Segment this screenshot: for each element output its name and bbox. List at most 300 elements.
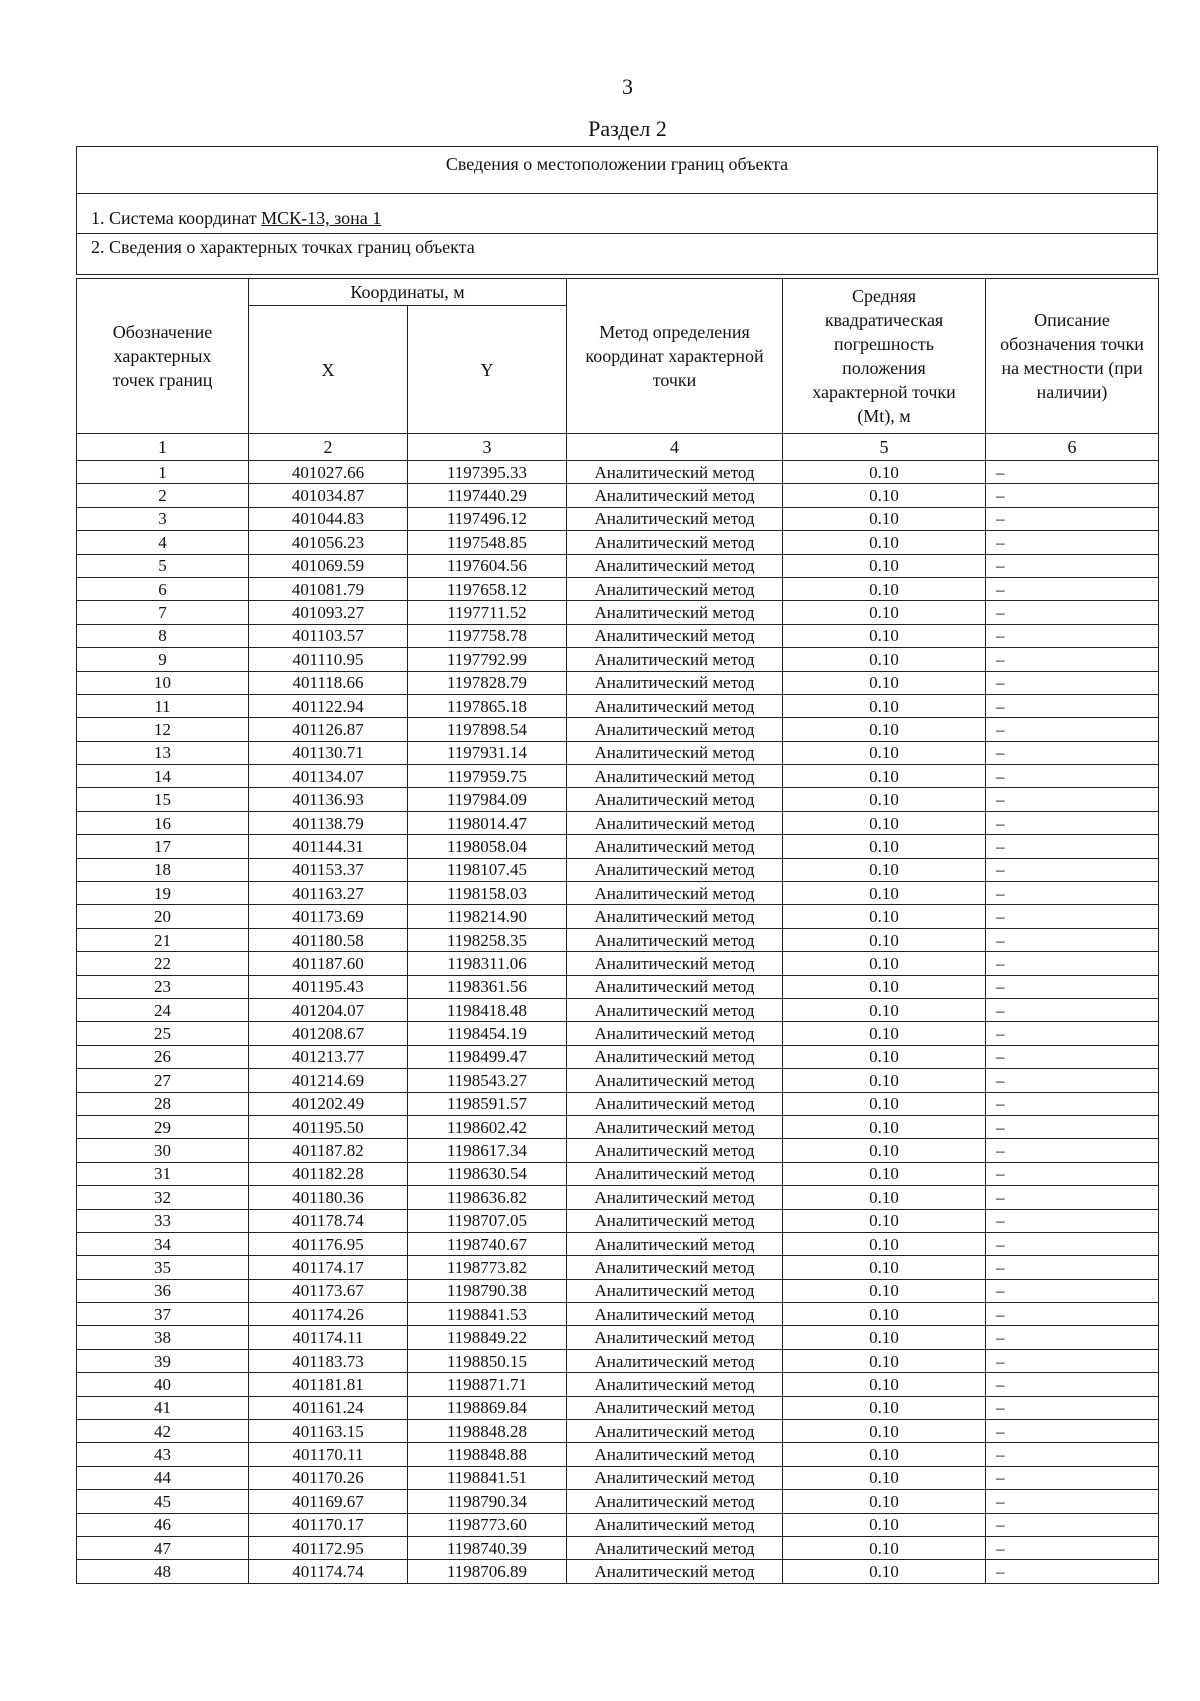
method-cell: Аналитический метод [567,741,783,764]
y-cell: 1198258.35 [408,928,567,951]
point-id-cell: 18 [77,858,249,881]
table-row [77,484,1159,507]
point-id-cell: 42 [77,1420,249,1443]
point-id-cell: 31 [77,1162,249,1185]
method-cell: Аналитический метод [567,1326,783,1349]
method-cell: Аналитический метод [567,1162,783,1185]
coord-system-label: 1. Система координат [91,208,262,228]
point-id-cell: 38 [77,1326,249,1349]
description-cell: – [986,1466,1159,1489]
x-cell: 401144.31 [249,835,408,858]
point-id-cell: 1 [77,461,249,484]
description-cell: – [986,554,1159,577]
point-id-cell: 45 [77,1490,249,1513]
table-row [77,1560,1159,1583]
description-cell: – [986,648,1159,671]
point-id-cell: 7 [77,601,249,624]
table-row [77,1209,1159,1232]
table-row [77,952,1159,975]
column-number: 5 [783,434,986,461]
col-y-header: Y [408,306,567,434]
method-cell: Аналитический метод [567,882,783,905]
point-id-cell: 5 [77,554,249,577]
point-id-cell: 11 [77,694,249,717]
column-number: 6 [986,434,1159,461]
error-cell: 0.10 [783,577,986,600]
description-cell: – [986,1092,1159,1115]
point-id-cell: 3 [77,507,249,530]
table-row [77,624,1159,647]
method-cell: Аналитический метод [567,624,783,647]
table-row [77,835,1159,858]
table-row [77,671,1159,694]
method-cell: Аналитический метод [567,765,783,788]
error-cell: 0.10 [783,1349,986,1372]
method-cell: Аналитический метод [567,1232,783,1255]
y-cell: 1198740.39 [408,1536,567,1559]
x-cell: 401195.43 [249,975,408,998]
description-cell: – [986,835,1159,858]
description-cell: – [986,765,1159,788]
y-cell: 1197792.99 [408,648,567,671]
description-cell: – [986,1396,1159,1419]
x-cell: 401163.15 [249,1420,408,1443]
method-cell: Аналитический метод [567,1256,783,1279]
table-row [77,1045,1159,1068]
point-id-cell: 16 [77,811,249,834]
y-cell: 1198849.22 [408,1326,567,1349]
table-row [77,694,1159,717]
x-cell: 401174.26 [249,1303,408,1326]
y-cell: 1197711.52 [408,601,567,624]
point-id-cell: 27 [77,1069,249,1092]
table-row [77,1279,1159,1302]
error-cell: 0.10 [783,998,986,1021]
column-number: 3 [408,434,567,461]
point-id-cell: 48 [77,1560,249,1583]
error-cell: 0.10 [783,671,986,694]
x-cell: 401195.50 [249,1115,408,1138]
description-cell: – [986,858,1159,881]
x-cell: 401170.26 [249,1466,408,1489]
y-cell: 1198107.45 [408,858,567,881]
method-cell: Аналитический метод [567,1536,783,1559]
method-cell: Аналитический метод [567,1209,783,1232]
y-cell: 1197959.75 [408,765,567,788]
point-id-cell: 22 [77,952,249,975]
point-id-cell: 2 [77,484,249,507]
error-cell: 0.10 [783,601,986,624]
error-cell: 0.10 [783,624,986,647]
error-cell: 0.10 [783,1186,986,1209]
y-cell: 1198790.38 [408,1279,567,1302]
y-cell: 1198773.82 [408,1256,567,1279]
description-cell: – [986,484,1159,507]
point-id-cell: 34 [77,1232,249,1255]
description-cell: – [986,882,1159,905]
description-cell: – [986,1162,1159,1185]
table-row [77,1513,1159,1536]
error-cell: 0.10 [783,1396,986,1419]
error-cell: 0.10 [783,952,986,975]
table-row [77,765,1159,788]
point-id-cell: 33 [77,1209,249,1232]
method-cell: Аналитический метод [567,1513,783,1536]
x-cell: 401174.17 [249,1256,408,1279]
description-cell: – [986,1420,1159,1443]
method-cell: Аналитический метод [567,1396,783,1419]
column-number: 1 [77,434,249,461]
method-cell: Аналитический метод [567,858,783,881]
description-cell: – [986,577,1159,600]
y-cell: 1198848.28 [408,1420,567,1443]
y-cell: 1198361.56 [408,975,567,998]
y-cell: 1198707.05 [408,1209,567,1232]
points-info-line: 2. Сведения о характерных точках границ объекта [77,234,1157,275]
x-cell: 401093.27 [249,601,408,624]
table-body [77,461,1159,1584]
table-row [77,1396,1159,1419]
description-cell: – [986,461,1159,484]
description-cell: – [986,531,1159,554]
x-cell: 401174.11 [249,1326,408,1349]
x-cell: 401183.73 [249,1349,408,1372]
method-cell: Аналитический метод [567,928,783,951]
method-cell: Аналитический метод [567,1045,783,1068]
error-cell: 0.10 [783,1443,986,1466]
method-cell: Аналитический метод [567,554,783,577]
header-title: Сведения о местоположении границ объекта [77,147,1157,194]
method-cell: Аналитический метод [567,1373,783,1396]
error-cell: 0.10 [783,554,986,577]
method-cell: Аналитический метод [567,905,783,928]
method-cell: Аналитический метод [567,1443,783,1466]
table-row [77,998,1159,1021]
description-cell: – [986,905,1159,928]
point-id-cell: 21 [77,928,249,951]
point-id-cell: 8 [77,624,249,647]
method-cell: Аналитический метод [567,507,783,530]
x-cell: 401027.66 [249,461,408,484]
error-cell: 0.10 [783,1536,986,1559]
y-cell: 1198418.48 [408,998,567,1021]
x-cell: 401174.74 [249,1560,408,1583]
error-cell: 0.10 [783,905,986,928]
x-cell: 401172.95 [249,1536,408,1559]
description-cell: – [986,1256,1159,1279]
description-cell: – [986,1326,1159,1349]
method-cell: Аналитический метод [567,1466,783,1489]
y-cell: 1197496.12 [408,507,567,530]
error-cell: 0.10 [783,1490,986,1513]
method-cell: Аналитический метод [567,1279,783,1302]
x-cell: 401208.67 [249,1022,408,1045]
x-cell: 401182.28 [249,1162,408,1185]
point-id-cell: 29 [77,1115,249,1138]
x-cell: 401163.27 [249,882,408,905]
x-cell: 401161.24 [249,1396,408,1419]
method-cell: Аналитический метод [567,1560,783,1583]
description-cell: – [986,1536,1159,1559]
y-cell: 1198790.34 [408,1490,567,1513]
point-id-cell: 36 [77,1279,249,1302]
point-id-cell: 10 [77,671,249,694]
x-cell: 401136.93 [249,788,408,811]
point-id-cell: 24 [77,998,249,1021]
method-cell: Аналитический метод [567,1069,783,1092]
y-cell: 1198706.89 [408,1560,567,1583]
x-cell: 401126.87 [249,718,408,741]
y-cell: 1198848.88 [408,1443,567,1466]
x-cell: 401170.17 [249,1513,408,1536]
description-cell: – [986,624,1159,647]
x-cell: 401056.23 [249,531,408,554]
point-id-cell: 44 [77,1466,249,1489]
description-cell: – [986,1490,1159,1513]
point-id-cell: 25 [77,1022,249,1045]
error-cell: 0.10 [783,507,986,530]
error-cell: 0.10 [783,835,986,858]
table-row [77,554,1159,577]
error-cell: 0.10 [783,1279,986,1302]
x-cell: 401138.79 [249,811,408,834]
header-frame [76,146,1158,275]
table-row [77,905,1159,928]
description-cell: – [986,952,1159,975]
method-cell: Аналитический метод [567,1420,783,1443]
x-cell: 401034.87 [249,484,408,507]
point-id-cell: 35 [77,1256,249,1279]
method-cell: Аналитический метод [567,1303,783,1326]
y-cell: 1197758.78 [408,624,567,647]
point-id-cell: 23 [77,975,249,998]
point-id-cell: 19 [77,882,249,905]
table-row [77,741,1159,764]
x-cell: 401081.79 [249,577,408,600]
table-row [77,461,1159,484]
y-cell: 1198591.57 [408,1092,567,1115]
table-row [77,1420,1159,1443]
error-cell: 0.10 [783,1303,986,1326]
error-cell: 0.10 [783,1139,986,1162]
point-id-cell: 9 [77,648,249,671]
table-row [77,1022,1159,1045]
table-row [77,577,1159,600]
table-row [77,1326,1159,1349]
point-id-cell: 13 [77,741,249,764]
method-cell: Аналитический метод [567,484,783,507]
method-cell: Аналитический метод [567,671,783,694]
description-cell: – [986,788,1159,811]
page-number: 3 [622,74,633,99]
point-id-cell: 47 [77,1536,249,1559]
point-id-cell: 30 [77,1139,249,1162]
table-row [77,788,1159,811]
table-row [77,1373,1159,1396]
description-cell: – [986,671,1159,694]
error-cell: 0.10 [783,882,986,905]
error-cell: 0.10 [783,1373,986,1396]
point-id-cell: 28 [77,1092,249,1115]
method-cell: Аналитический метод [567,531,783,554]
error-cell: 0.10 [783,648,986,671]
table-row [77,975,1159,998]
point-id-cell: 39 [77,1349,249,1372]
y-cell: 1198617.34 [408,1139,567,1162]
error-cell: 0.10 [783,1256,986,1279]
error-cell: 0.10 [783,1326,986,1349]
error-cell: 0.10 [783,975,986,998]
description-cell: – [986,1209,1159,1232]
y-cell: 1198014.47 [408,811,567,834]
method-cell: Аналитический метод [567,1022,783,1045]
point-id-cell: 14 [77,765,249,788]
method-cell: Аналитический метод [567,788,783,811]
x-cell: 401214.69 [249,1069,408,1092]
error-cell: 0.10 [783,1092,986,1115]
x-cell: 401173.69 [249,905,408,928]
table-row [77,1092,1159,1115]
error-cell: 0.10 [783,1560,986,1583]
x-cell: 401103.57 [249,624,408,647]
error-cell: 0.10 [783,741,986,764]
description-cell: – [986,1069,1159,1092]
table-row [77,1162,1159,1185]
description-cell: – [986,694,1159,717]
method-cell: Аналитический метод [567,1115,783,1138]
x-cell: 401110.95 [249,648,408,671]
y-cell: 1198214.90 [408,905,567,928]
point-id-cell: 32 [77,1186,249,1209]
section-title: Раздел 2 [588,116,667,141]
method-cell: Аналитический метод [567,577,783,600]
table-row [77,928,1159,951]
table-row [77,601,1159,624]
x-cell: 401180.36 [249,1186,408,1209]
description-cell: – [986,1303,1159,1326]
error-cell: 0.10 [783,811,986,834]
point-id-cell: 41 [77,1396,249,1419]
error-cell: 0.10 [783,531,986,554]
col-point-header: Обозначение характерных точек границ [77,279,249,434]
error-cell: 0.10 [783,1162,986,1185]
x-cell: 401153.37 [249,858,408,881]
y-cell: 1198841.51 [408,1466,567,1489]
y-cell: 1198499.47 [408,1045,567,1068]
table-row [77,507,1159,530]
y-cell: 1197931.14 [408,741,567,764]
method-cell: Аналитический метод [567,811,783,834]
method-cell: Аналитический метод [567,601,783,624]
x-cell: 401134.07 [249,765,408,788]
point-id-cell: 12 [77,718,249,741]
y-cell: 1197548.85 [408,531,567,554]
method-cell: Аналитический метод [567,1349,783,1372]
table-row [77,531,1159,554]
point-id-cell: 20 [77,905,249,928]
method-cell: Аналитический метод [567,952,783,975]
description-cell: – [986,1443,1159,1466]
error-cell: 0.10 [783,858,986,881]
x-cell: 401173.67 [249,1279,408,1302]
y-cell: 1198740.67 [408,1232,567,1255]
column-number: 4 [567,434,783,461]
description-cell: – [986,1115,1159,1138]
y-cell: 1198543.27 [408,1069,567,1092]
description-cell: – [986,1045,1159,1068]
x-cell: 401176.95 [249,1232,408,1255]
point-id-cell: 6 [77,577,249,600]
point-id-cell: 15 [77,788,249,811]
x-cell: 401178.74 [249,1209,408,1232]
y-cell: 1197828.79 [408,671,567,694]
point-id-cell: 17 [77,835,249,858]
error-cell: 0.10 [783,484,986,507]
description-cell: – [986,1022,1159,1045]
error-cell: 0.10 [783,1420,986,1443]
table-row [77,648,1159,671]
error-cell: 0.10 [783,461,986,484]
y-cell: 1197440.29 [408,484,567,507]
description-cell: – [986,1349,1159,1372]
table-row [77,1139,1159,1162]
error-cell: 0.10 [783,718,986,741]
error-cell: 0.10 [783,1232,986,1255]
y-cell: 1198869.84 [408,1396,567,1419]
description-cell: – [986,741,1159,764]
y-cell: 1198636.82 [408,1186,567,1209]
method-cell: Аналитический метод [567,694,783,717]
x-cell: 401187.82 [249,1139,408,1162]
y-cell: 1198602.42 [408,1115,567,1138]
point-id-cell: 43 [77,1443,249,1466]
y-cell: 1198058.04 [408,835,567,858]
description-cell: – [986,507,1159,530]
method-cell: Аналитический метод [567,461,783,484]
column-number: 2 [249,434,408,461]
point-id-cell: 37 [77,1303,249,1326]
table-row [77,1466,1159,1489]
y-cell: 1198850.15 [408,1349,567,1372]
y-cell: 1197604.56 [408,554,567,577]
table-row [77,811,1159,834]
y-cell: 1198871.71 [408,1373,567,1396]
description-cell: – [986,1513,1159,1536]
method-cell: Аналитический метод [567,1490,783,1513]
description-cell: – [986,601,1159,624]
description-cell: – [986,1139,1159,1162]
error-cell: 0.10 [783,1466,986,1489]
error-cell: 0.10 [783,1069,986,1092]
col-method-header: Метод определения координат характерной точки [567,279,783,434]
error-cell: 0.10 [783,1209,986,1232]
x-cell: 401187.60 [249,952,408,975]
method-cell: Аналитический метод [567,718,783,741]
error-cell: 0.10 [783,928,986,951]
x-cell: 401170.11 [249,1443,408,1466]
description-cell: – [986,1232,1159,1255]
col-error-header: Средняя квадратическая погрешность положения характерной точки (Mt), м [783,279,986,434]
table-row [77,858,1159,881]
y-cell: 1197865.18 [408,694,567,717]
y-cell: 1198630.54 [408,1162,567,1185]
y-cell: 1197395.33 [408,461,567,484]
error-cell: 0.10 [783,1513,986,1536]
col-coords-header: Координаты, м [249,279,567,306]
description-cell: – [986,975,1159,998]
table-row [77,1115,1159,1138]
description-cell: – [986,998,1159,1021]
